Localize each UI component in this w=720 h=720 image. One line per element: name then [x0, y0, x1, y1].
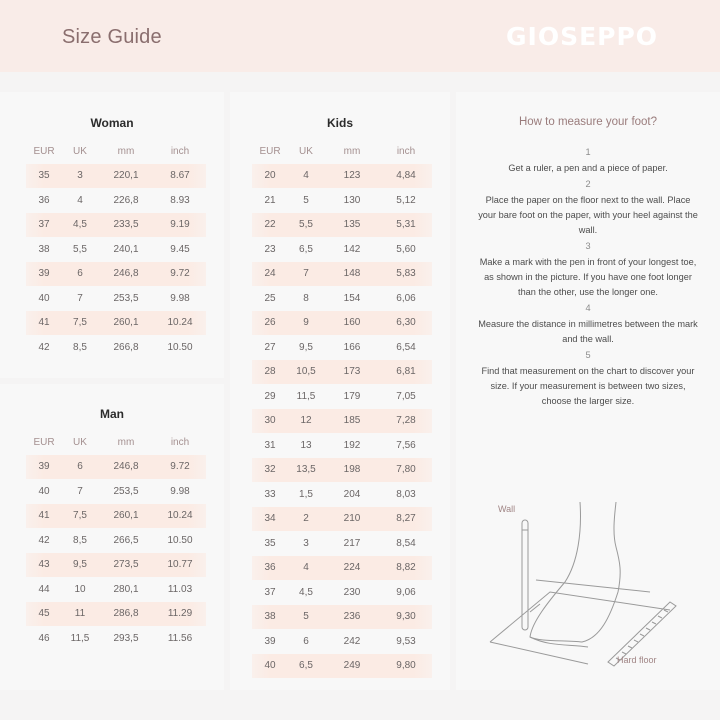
table-cell: 8.67	[170, 170, 190, 182]
table-row	[26, 237, 206, 262]
table-cell: 148	[343, 268, 361, 280]
table-cell: 9,5	[73, 559, 87, 571]
table-cell: 10	[74, 583, 86, 595]
table-row	[252, 556, 432, 581]
table-cell: 3	[303, 537, 309, 549]
hard-floor-label: Hard floor	[617, 655, 657, 665]
step-number: 5	[585, 350, 591, 360]
table-cell: 8,27	[396, 513, 416, 525]
table-cell: 7	[77, 292, 83, 304]
table-row	[252, 629, 432, 654]
table-cell: 246,8	[113, 268, 139, 280]
table-row	[252, 458, 432, 483]
header-bar	[0, 0, 720, 72]
table-cell: 7,56	[396, 439, 416, 451]
table-cell: 10,5	[296, 366, 316, 378]
table-cell: 42	[38, 534, 50, 546]
table-cell: 38	[264, 611, 276, 623]
table-cell: 246,8	[113, 461, 139, 473]
table-cell: 260,1	[113, 317, 139, 329]
table-row	[252, 335, 432, 360]
table-row	[252, 360, 432, 385]
table-cell: 198	[343, 464, 361, 476]
woman-section-title: Woman	[90, 116, 134, 130]
table-header-row	[26, 430, 206, 455]
table-cell: 8.93	[170, 194, 190, 206]
table-cell: 22	[264, 219, 276, 231]
step-text: Measure the distance in millimetres between the mark and the wall.	[478, 319, 698, 344]
table-cell: 5	[303, 194, 309, 206]
table-cell: 249	[343, 660, 361, 672]
table-cell: 38	[38, 243, 50, 255]
table-row	[26, 262, 206, 287]
table-cell: 20	[264, 170, 276, 182]
table-cell: 5,12	[396, 194, 416, 206]
table-row	[252, 507, 432, 532]
column-header: UK	[73, 436, 87, 448]
step-text: Get a ruler, a pen and a piece of paper.	[508, 163, 668, 173]
table-cell: 39	[38, 268, 50, 280]
table-row	[252, 580, 432, 605]
table-cell: 4,84	[396, 170, 416, 182]
table-cell: 40	[38, 485, 50, 497]
kids-section-title: Kids	[326, 116, 353, 130]
table-row	[26, 164, 206, 189]
table-cell: 10.24	[167, 510, 193, 522]
table-cell: 135	[343, 219, 361, 231]
table-cell: 30	[264, 415, 276, 427]
step-text: Find that measurement on the chart to discover your size. If your measurement is between two sizes, choose the larger size.	[481, 366, 695, 406]
table-cell: 11	[74, 608, 86, 620]
table-header-row	[252, 139, 432, 164]
table-row	[26, 504, 206, 529]
table-cell: 23	[264, 243, 276, 255]
column-header: inch	[170, 436, 190, 448]
step-number: 1	[585, 147, 591, 157]
step-number: 3	[585, 241, 591, 251]
table-cell: 260,1	[113, 510, 139, 522]
table-cell: 6,30	[396, 317, 416, 329]
table-cell: 36	[264, 562, 276, 574]
table-cell: 9,80	[396, 660, 416, 672]
table-cell: 7,5	[73, 510, 87, 522]
table-cell: 8,5	[73, 534, 87, 546]
table-cell: 5,31	[396, 219, 416, 231]
table-row	[26, 455, 206, 480]
table-cell: 6,06	[396, 292, 416, 304]
table-cell: 5,5	[73, 243, 87, 255]
table-cell: 7,05	[396, 390, 416, 402]
table-cell: 34	[264, 513, 276, 525]
table-cell: 8,5	[73, 341, 87, 353]
table-row	[26, 528, 206, 553]
table-row	[252, 213, 432, 238]
column-header: inch	[396, 145, 416, 157]
table-row	[252, 237, 432, 262]
table-cell: 43	[38, 559, 50, 571]
table-row	[252, 482, 432, 507]
step-text: Place the paper on the floor next to the wall. Place your bare foot on the paper, with your heel against the wall.	[478, 195, 698, 235]
table-cell: 6,54	[396, 341, 416, 353]
table-cell: 9.72	[170, 461, 190, 473]
table-row	[26, 577, 206, 602]
table-row	[252, 286, 432, 311]
table-cell: 6,81	[396, 366, 416, 378]
table-row	[252, 433, 432, 458]
table-row	[26, 286, 206, 311]
table-cell: 253,5	[113, 292, 139, 304]
table-cell: 8,82	[396, 562, 416, 574]
table-cell: 7	[303, 268, 309, 280]
howto-panel	[456, 92, 720, 690]
table-cell: 7,5	[73, 317, 87, 329]
table-cell: 142	[343, 243, 361, 255]
table-cell: 5,5	[299, 219, 313, 231]
column-header: UK	[73, 145, 87, 157]
column-header: mm	[117, 145, 135, 157]
table-cell: 39	[264, 635, 276, 647]
table-cell: 39	[38, 461, 50, 473]
table-cell: 4,5	[73, 219, 87, 231]
table-cell: 25	[264, 292, 276, 304]
table-cell: 273,5	[113, 559, 139, 571]
table-row	[252, 605, 432, 630]
table-cell: 41	[38, 510, 50, 522]
table-cell: 45	[38, 608, 50, 620]
column-header: UK	[299, 145, 313, 157]
table-cell: 123	[343, 170, 361, 182]
column-header: mm	[117, 436, 135, 448]
column-header: EUR	[33, 145, 55, 157]
table-header-row	[26, 139, 206, 164]
table-cell: 9,06	[396, 586, 416, 598]
table-cell: 40	[38, 292, 50, 304]
table-row	[252, 311, 432, 336]
table-row	[26, 213, 206, 238]
table-cell: 10.50	[167, 341, 193, 353]
wall-label: Wall	[498, 504, 516, 514]
table-cell: 8,54	[396, 537, 416, 549]
table-cell: 44	[38, 583, 50, 595]
table-cell: 286,8	[113, 608, 139, 620]
table-row	[252, 262, 432, 287]
howto-title: How to measure your foot?	[518, 116, 658, 128]
table-row	[26, 553, 206, 578]
table-row	[26, 602, 206, 627]
table-cell: 37	[264, 586, 276, 598]
table-cell: 26	[264, 317, 276, 329]
table-row	[252, 531, 432, 556]
table-cell: 10.24	[167, 317, 193, 329]
table-cell: 21	[264, 194, 276, 206]
foot-measure-illustration-icon	[470, 492, 710, 682]
table-cell: 10.50	[167, 534, 193, 546]
table-cell: 224	[343, 562, 361, 574]
table-cell: 6	[77, 461, 83, 473]
howto-steps	[478, 145, 698, 410]
table-cell: 4,5	[299, 586, 313, 598]
table-cell: 6	[77, 268, 83, 280]
table-cell: 179	[343, 390, 361, 402]
table-cell: 5,83	[396, 268, 416, 280]
table-cell: 173	[343, 366, 361, 378]
man-section-title: Man	[100, 407, 124, 421]
column-header: inch	[170, 145, 190, 157]
table-cell: 13,5	[296, 464, 316, 476]
column-header: EUR	[259, 145, 281, 157]
table-cell: 130	[343, 194, 361, 206]
table-cell: 8	[303, 292, 309, 304]
table-cell: 11,5	[296, 390, 316, 402]
table-cell: 4	[303, 170, 309, 182]
table-cell: 33	[264, 488, 276, 500]
table-row	[26, 311, 206, 336]
page-title: Size Guide	[62, 26, 162, 48]
table-cell: 8,03	[396, 488, 416, 500]
table-cell: 42	[38, 341, 50, 353]
table-cell: 27	[264, 341, 276, 353]
table-cell: 35	[38, 170, 50, 182]
table-row	[252, 409, 432, 434]
table-cell: 41	[38, 317, 50, 329]
table-cell: 192	[343, 439, 361, 451]
table-cell: 4	[303, 562, 309, 574]
brand-logo: GIOSEPPO	[506, 22, 659, 51]
table-row	[26, 335, 206, 360]
table-cell: 9	[303, 317, 309, 329]
table-row	[252, 384, 432, 409]
table-cell: 280,1	[113, 583, 139, 595]
table-cell: 9,53	[396, 635, 416, 647]
table-cell: 46	[38, 632, 50, 644]
table-cell: 204	[343, 488, 361, 500]
step-number: 4	[585, 303, 591, 313]
table-cell: 13	[300, 439, 312, 451]
table-cell: 5,60	[396, 243, 416, 255]
table-cell: 11.56	[167, 632, 193, 644]
table-cell: 266,5	[113, 534, 139, 546]
table-cell: 233,5	[113, 219, 139, 231]
table-cell: 28	[264, 366, 276, 378]
table-cell: 166	[343, 341, 361, 353]
woman-size-table	[26, 139, 206, 360]
table-cell: 24	[264, 268, 276, 280]
table-cell: 3	[77, 170, 83, 182]
table-cell: 6,5	[299, 660, 313, 672]
kids-size-table	[252, 139, 432, 678]
table-row	[26, 188, 206, 213]
table-row	[26, 479, 206, 504]
table-cell: 32	[264, 464, 276, 476]
table-cell: 29	[264, 390, 276, 402]
woman-size-panel	[0, 92, 224, 378]
table-cell: 185	[343, 415, 361, 427]
table-cell: 35	[264, 537, 276, 549]
man-size-table	[26, 430, 206, 651]
table-cell: 1,5	[299, 488, 313, 500]
table-cell: 9,5	[299, 341, 313, 353]
table-cell: 36	[38, 194, 50, 206]
table-cell: 242	[343, 635, 361, 647]
table-cell: 9.19	[170, 219, 190, 231]
table-cell: 236	[343, 611, 361, 623]
table-cell: 230	[343, 586, 361, 598]
table-row	[252, 654, 432, 679]
table-cell: 7	[77, 485, 83, 497]
table-cell: 11.29	[167, 608, 193, 620]
table-cell: 6,5	[299, 243, 313, 255]
step-text: Make a mark with the pen in front of your longest toe, as shown in the picture. If you have one foot longer than the other, use the longer one.	[479, 257, 697, 297]
table-cell: 210	[343, 513, 361, 525]
table-row	[26, 626, 206, 651]
table-row	[252, 164, 432, 189]
table-cell: 220,1	[113, 170, 139, 182]
table-cell: 160	[343, 317, 361, 329]
column-header: EUR	[33, 436, 55, 448]
kids-size-panel	[230, 92, 450, 690]
table-cell: 9.45	[170, 243, 190, 255]
table-cell: 154	[343, 292, 361, 304]
man-size-panel	[0, 384, 224, 690]
table-cell: 7,80	[396, 464, 416, 476]
table-cell: 9,30	[396, 611, 416, 623]
table-cell: 5	[303, 611, 309, 623]
column-header: mm	[343, 145, 361, 157]
table-row	[252, 188, 432, 213]
table-cell: 217	[343, 537, 361, 549]
table-cell: 293,5	[113, 632, 139, 644]
table-cell: 9.98	[170, 485, 190, 497]
table-cell: 240,1	[113, 243, 139, 255]
table-cell: 226,8	[113, 194, 139, 206]
table-cell: 10.77	[167, 559, 193, 571]
table-cell: 37	[38, 219, 50, 231]
table-cell: 2	[303, 513, 309, 525]
step-number: 2	[585, 179, 591, 189]
table-cell: 9.98	[170, 292, 190, 304]
table-cell: 12	[300, 415, 312, 427]
table-cell: 40	[264, 660, 276, 672]
table-cell: 11,5	[70, 632, 90, 644]
table-cell: 266,8	[113, 341, 139, 353]
table-cell: 7,28	[396, 415, 416, 427]
table-cell: 4	[77, 194, 83, 206]
table-cell: 31	[264, 439, 276, 451]
table-cell: 9.72	[170, 268, 190, 280]
table-cell: 11.03	[167, 583, 193, 595]
table-cell: 253,5	[113, 485, 139, 497]
table-cell: 6	[303, 635, 309, 647]
